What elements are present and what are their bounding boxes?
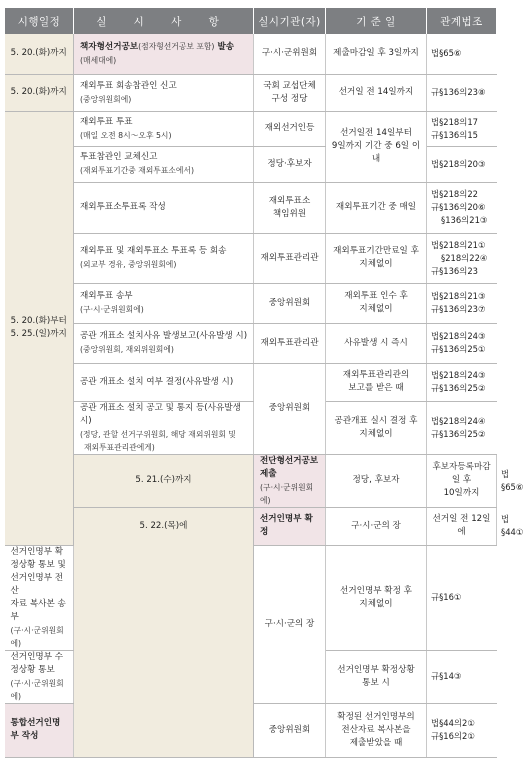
table-row xyxy=(5,233,497,283)
item-title: 재외투표 송부 xyxy=(80,291,133,301)
row-item xyxy=(74,111,254,146)
agency-line: 구성 정당 xyxy=(271,93,308,104)
row-agency: 구·시·군의 장 xyxy=(254,545,326,703)
row-law xyxy=(427,283,497,323)
row-law: 법§65⑥ xyxy=(427,34,497,74)
item-title: 재외투표 및 재외투표소 투표록 등 회송 xyxy=(80,246,227,256)
item-title: 공관 개표소 설치 여부 결정(사유발생 시) xyxy=(80,376,234,387)
standard-line: 10일까지 xyxy=(443,488,480,498)
table-row xyxy=(5,34,497,74)
standard-line: 9일까지 기간 중 6일 이내 xyxy=(331,141,421,164)
law-line: 법§218의21① xyxy=(431,239,486,250)
row-date: 5. 22.(목)에 xyxy=(74,507,254,757)
row-standard xyxy=(326,283,427,323)
row-item xyxy=(74,182,254,233)
item-title: 전단형선거공보 제출 xyxy=(260,455,319,479)
item-title: 선거인명부 확정상황 통보 및 선거인명부 전산 xyxy=(10,546,66,596)
item-title: 투표참관인 교체신고 xyxy=(80,152,158,162)
row-law: 규§136의23⑧ xyxy=(427,74,497,111)
agency-line: 국회 교섭단체 xyxy=(263,80,316,91)
item-title: 선거인명부 수정상황 통보 xyxy=(10,651,64,675)
item-sub: (외교부 경유, 중앙위원회에) xyxy=(80,260,177,269)
standard-line: 지체없이 xyxy=(359,259,393,269)
row-item xyxy=(74,233,254,283)
item-title: 선거인명부 확정 xyxy=(260,514,313,537)
standard-line: 지체없이 xyxy=(359,598,393,609)
item-sub: (중앙위원회, 재외위원회에) xyxy=(80,345,174,354)
row-law xyxy=(427,401,497,454)
law-line: 법§218의24③ xyxy=(431,370,486,380)
row-standard xyxy=(427,454,497,507)
standard-line: 재외투표 인수 후 xyxy=(344,291,408,301)
row-agency: 재외선거인등 xyxy=(254,111,326,146)
row-law: 규§14③ xyxy=(427,650,497,703)
row-standard xyxy=(326,111,427,182)
item-title: 자료 복사본 송부 xyxy=(10,598,66,622)
row-item xyxy=(74,363,254,401)
standard-line: 보고를 받은 때 xyxy=(348,383,404,393)
standard-line: 선거인명부 확정상황 xyxy=(337,664,415,675)
standard-line: 제출받았을 때 xyxy=(349,737,403,748)
row-standard: 제출마감일 후 3일까지 xyxy=(326,34,427,74)
item-sub: 재외투표관리관에게) xyxy=(84,442,155,452)
row-agency xyxy=(254,182,326,233)
law-line: 법§218의17 xyxy=(431,116,479,127)
item-title: 재외투표소투표록 작성 xyxy=(80,202,166,212)
header-law: 관계법조 xyxy=(427,8,497,34)
row-standard xyxy=(326,363,427,401)
row-agency: 중앙위원회 xyxy=(254,703,326,757)
row-agency: 중앙위원회 xyxy=(254,363,326,454)
header-date: 시행일정 xyxy=(5,8,74,34)
item-sub: (구·시·군위원회에) xyxy=(10,678,64,701)
law-line: 규§136의23⑦ xyxy=(431,304,486,314)
row-agency: 재외투표관리관 xyxy=(254,233,326,283)
law-line: 규§136의25② xyxy=(431,428,486,439)
row-item xyxy=(74,283,254,323)
law-line: 규§136의23 xyxy=(431,265,479,276)
law-line: 규§16의2① xyxy=(431,731,475,741)
item-sub: (구·시·군위원회에) xyxy=(260,482,314,505)
law-line: 법§218의21③ xyxy=(431,291,486,301)
date-line: 5. 25.(일)까지 xyxy=(10,329,67,339)
table-row xyxy=(5,111,497,146)
standard-line: 지체없이 xyxy=(359,304,393,314)
standard-line: 재외투표기간만료일 후 xyxy=(333,246,419,256)
row-law: 규§16① xyxy=(427,545,497,650)
item-title: 재외투표 투표 xyxy=(80,116,133,127)
row-agency: 구·시·군의 장 xyxy=(326,507,427,545)
election-schedule-table xyxy=(4,8,523,758)
standard-line: 지체없이 xyxy=(359,428,393,439)
standard-line: 통보 시 xyxy=(362,677,390,688)
item-title-suffix: 발송 xyxy=(214,42,235,53)
law-line: 규§136의20⑥ xyxy=(431,202,486,212)
row-item xyxy=(254,454,326,507)
row-standard xyxy=(326,233,427,283)
row-item xyxy=(74,146,254,182)
row-standard: 사유발생 시 즉시 xyxy=(326,323,427,363)
item-title: 공관 개표소 설치사유 발생보고(사유발생 시) xyxy=(80,331,248,341)
row-law xyxy=(427,323,497,363)
row-agency: 구·시·군위원회 xyxy=(254,34,326,74)
table-row xyxy=(5,401,497,454)
item-sub: (매세대에) xyxy=(80,56,117,66)
row-agency: 정당, 후보자 xyxy=(326,454,427,507)
header-agency: 실시기관(자) xyxy=(254,8,326,34)
row-law xyxy=(427,111,497,146)
item-title: 통합선거인명부 작성 xyxy=(10,718,61,741)
row-date: 5. 21.(수)까지 xyxy=(74,454,254,507)
row-item xyxy=(5,545,74,650)
row-date: 5. 20.(화)까지 xyxy=(5,34,74,74)
item-title: 재외투표 회송참관인 신고 xyxy=(80,80,177,91)
row-standard xyxy=(326,545,427,650)
law-line: §218의22④ xyxy=(441,252,488,263)
item-sub: (정당, 관할 선거구위원회, 해당 재외위원회 및 xyxy=(80,429,236,439)
row-standard xyxy=(326,703,427,757)
table-row xyxy=(5,182,497,233)
item-title: 공관 개표소 설치 공고 및 통지 등(사유발생 시) xyxy=(80,402,241,426)
table-row xyxy=(5,74,497,111)
row-agency: 중앙위원회 xyxy=(254,283,326,323)
date-line: 5. 20.(화)부터 xyxy=(10,316,67,326)
law-line: 규§136의25② xyxy=(431,383,486,393)
table-header-row xyxy=(5,8,497,34)
row-agency xyxy=(254,74,326,111)
item-sub: (재외투표기간중 재외투표소에서) xyxy=(80,166,195,175)
header-standard: 기 준 일 xyxy=(326,8,427,34)
row-standard xyxy=(326,650,427,703)
item-sub: (중앙위원회에) xyxy=(80,94,132,104)
row-law: 법§218의20③ xyxy=(427,146,497,182)
standard-line: 재외투표관리관의 xyxy=(342,370,410,380)
agency-line: 책임위원 xyxy=(272,208,307,219)
row-law xyxy=(427,703,497,757)
row-item xyxy=(5,650,74,703)
law-line: 법§218의24④ xyxy=(431,415,486,426)
row-item xyxy=(74,74,254,111)
law-line: 규§136의25① xyxy=(431,344,486,354)
row-agency: 정당·후보자 xyxy=(254,146,326,182)
row-standard: 선거일 전 12일에 xyxy=(427,507,497,545)
row-standard xyxy=(326,401,427,454)
row-item xyxy=(74,401,254,454)
law-line: 법§218의24③ xyxy=(431,331,486,341)
row-item xyxy=(74,34,254,74)
standard-line: 선거일전 14일부터 xyxy=(340,128,412,138)
row-law xyxy=(427,363,497,401)
standard-line: 후보자등록마감일 후 xyxy=(432,462,491,485)
standard-line: 확정된 선거인명부의 xyxy=(337,711,415,722)
row-item xyxy=(254,507,326,545)
law-line: 규§136의15 xyxy=(431,129,479,140)
row-date xyxy=(5,111,74,545)
item-paren: (점자형선거공보 포함) xyxy=(138,42,215,52)
standard-line: 공관개표 실시 결정 후 xyxy=(334,415,418,426)
standard-line: 전산자료 복사본을 xyxy=(341,724,411,735)
law-line: §136의21③ xyxy=(441,215,488,225)
header-item: 실 시 사 항 xyxy=(74,8,254,34)
table-row xyxy=(5,323,497,363)
row-item xyxy=(74,323,254,363)
table-row xyxy=(5,283,497,323)
row-standard: 재외투표기간 중 매일 xyxy=(326,182,427,233)
item-sub: (매일 오전 8시～오후 5시) xyxy=(80,130,172,140)
row-date: 5. 20.(화)까지 xyxy=(5,74,74,111)
item-sub: (구·시·군위원회에) xyxy=(10,625,64,648)
table-row: 5. 21.(수)까지 전단형선거공보 제출 (구·시·군위원회에) 정당, 후보자 후보자등록마감일 후 10일까지 법§65⑥ xyxy=(5,454,497,507)
law-line: 법§218의22 xyxy=(431,189,479,199)
law-line: 법§44의2① xyxy=(431,718,475,728)
table-row xyxy=(5,363,497,401)
row-law xyxy=(427,233,497,283)
row-item xyxy=(5,703,74,757)
row-standard: 선거일 전 14일까지 xyxy=(326,74,427,111)
row-law xyxy=(427,182,497,233)
agency-line: 재외투표소 xyxy=(268,195,311,206)
item-sub: (구·시·군위원회에) xyxy=(80,305,144,314)
item-title: 책자형선거공보 xyxy=(80,42,139,53)
table-row: 5. 22.(목)에 선거인명부 확정 구·시·군의 장 선거일 전 12일에 법§44① xyxy=(5,507,497,545)
standard-line: 선거인명부 확정 후 xyxy=(340,585,412,596)
row-agency: 재외투표관리관 xyxy=(254,323,326,363)
